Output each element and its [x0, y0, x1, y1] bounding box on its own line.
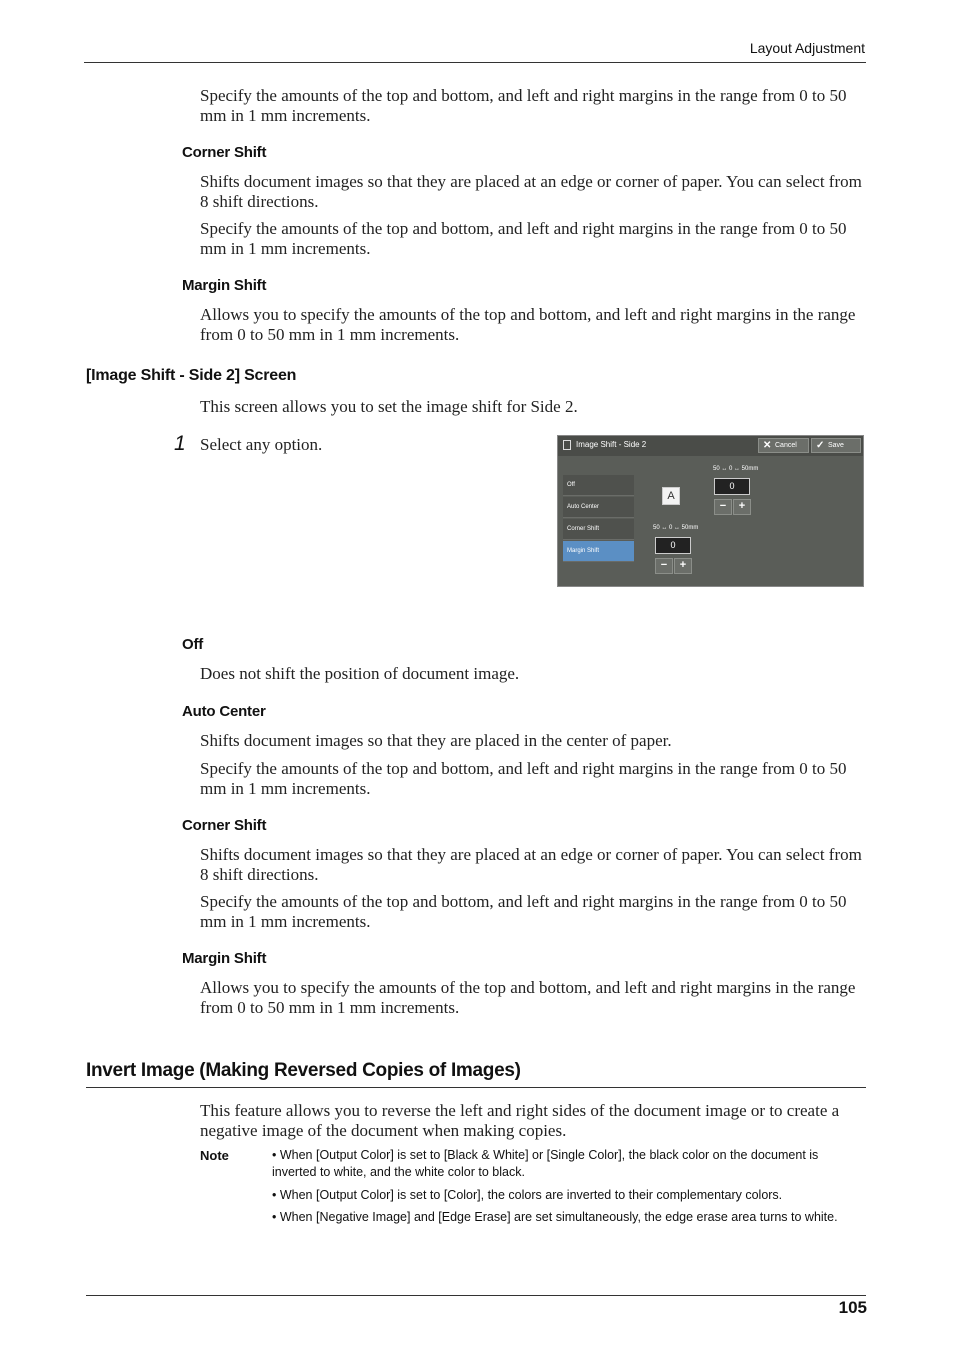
- image-shift-side2-screen: [557, 435, 864, 587]
- paragraph-off: Does not shift the position of document image.: [200, 664, 520, 683]
- subheading-margin-shift: Margin Shift: [182, 277, 267, 294]
- section-rule: [86, 1087, 866, 1088]
- page-number: 105: [838, 1298, 867, 1317]
- step-number: 1: [174, 432, 186, 455]
- paragraph-margin-shift: Allows you to specify the amounts of the top and bottom, and left and right margins in the range from 0 to 50 mm in 1 mm increments.: [200, 305, 856, 344]
- plus-button-1[interactable]: +: [733, 499, 751, 515]
- paragraph-margin-shift-2: Allows you to specify the amounts of the top and bottom, and left and right margins in the range from 0 to 50 mm in 1 mm increments.: [200, 978, 856, 1017]
- note-item: • When [Output Color] is set to [Black & White] or [Single Color], the black color on the document is inverted to white, and the white color to black.: [272, 1148, 819, 1179]
- page-orientation-icon: A: [662, 487, 680, 505]
- heading-invert-image: Invert Image (Making Reversed Copies of Images): [86, 1060, 521, 1081]
- paragraph-side2: This screen allows you to set the image shift for Side 2.: [200, 397, 578, 416]
- paragraph-corner-shift-2-1: Shifts document images so that they are placed at an edge or corner of paper. You can select from 8 shift directions.: [200, 845, 862, 884]
- subheading-margin-shift-2: Margin Shift: [182, 950, 267, 967]
- subheading-auto-center: Auto Center: [182, 703, 266, 720]
- range-label-1: 50 ↔ 0 ↔ 50mm: [713, 466, 759, 472]
- margin-value-field-1[interactable]: 0: [714, 478, 750, 495]
- subheading-off: Off: [182, 636, 204, 653]
- menu-item-corner-shift[interactable]: Corner Shift: [563, 519, 634, 540]
- menu-item-auto-center[interactable]: Auto Center: [563, 497, 634, 518]
- paragraph-corner-shift-1: Shifts document images so that they are placed at an edge or corner of paper. You can select from 8 shift directions.: [200, 172, 862, 211]
- step-text: Select any option.: [200, 435, 323, 454]
- menu-item-margin-shift[interactable]: Margin Shift: [563, 541, 634, 562]
- paragraph-corner-shift-2-2: Specify the amounts of the top and bottom, and left and right margins in the range from 0 to 50 mm in 1 mm increments.: [200, 892, 847, 931]
- note-label: Note: [200, 1148, 229, 1163]
- minus-button-2[interactable]: −: [655, 558, 673, 574]
- plus-button-2[interactable]: +: [674, 558, 692, 574]
- note-item: • When [Negative Image] and [Edge Erase] are set simultaneously, the edge erase area turns to white.: [272, 1210, 838, 1224]
- close-icon: ✕: [763, 440, 772, 451]
- heading-image-shift-side2: [Image Shift - Side 2] Screen: [86, 367, 297, 384]
- paragraph-intro: Specify the amounts of the top and bottom, and left and right margins in the range from 0 to 50 mm in 1 mm increments.: [200, 86, 847, 125]
- document-icon: [563, 440, 571, 450]
- cancel-button[interactable]: ✕ Cancel: [758, 438, 809, 453]
- checkmark-icon: ✓: [816, 440, 825, 451]
- save-button[interactable]: ✓ Save: [811, 438, 861, 453]
- minus-button-1[interactable]: −: [714, 499, 732, 515]
- menu-item-off[interactable]: Off: [563, 475, 634, 496]
- paragraph-corner-shift-2: Specify the amounts of the top and bottom, and left and right margins in the range from 0 to 50 mm in 1 mm increments.: [200, 219, 847, 258]
- paragraph-invert-image: This feature allows you to reverse the left and right sides of the document image or to create a negative image of the document when making copies.: [200, 1101, 840, 1140]
- paragraph-auto-center-1: Shifts document images so that they are placed in the center of paper.: [200, 731, 672, 750]
- subheading-corner-shift: Corner Shift: [182, 144, 267, 161]
- margin-value-field-2[interactable]: 0: [655, 537, 691, 554]
- screen-title-bar: [558, 436, 863, 456]
- subheading-corner-shift-2: Corner Shift: [182, 817, 267, 834]
- range-label-2: 50 ↔ 0 ↔ 50mm: [653, 525, 699, 531]
- header-rule: [84, 62, 866, 63]
- screen-title: Image Shift - Side 2: [576, 440, 647, 449]
- note-item: • When [Output Color] is set to [Color], the colors are inverted to their complementary colors.: [272, 1188, 783, 1202]
- running-header: Layout Adjustment: [749, 40, 865, 56]
- paragraph-auto-center-2: Specify the amounts of the top and bottom, and left and right margins in the range from 0 to 50 mm in 1 mm increments.: [200, 759, 847, 798]
- footer-rule: [86, 1295, 866, 1296]
